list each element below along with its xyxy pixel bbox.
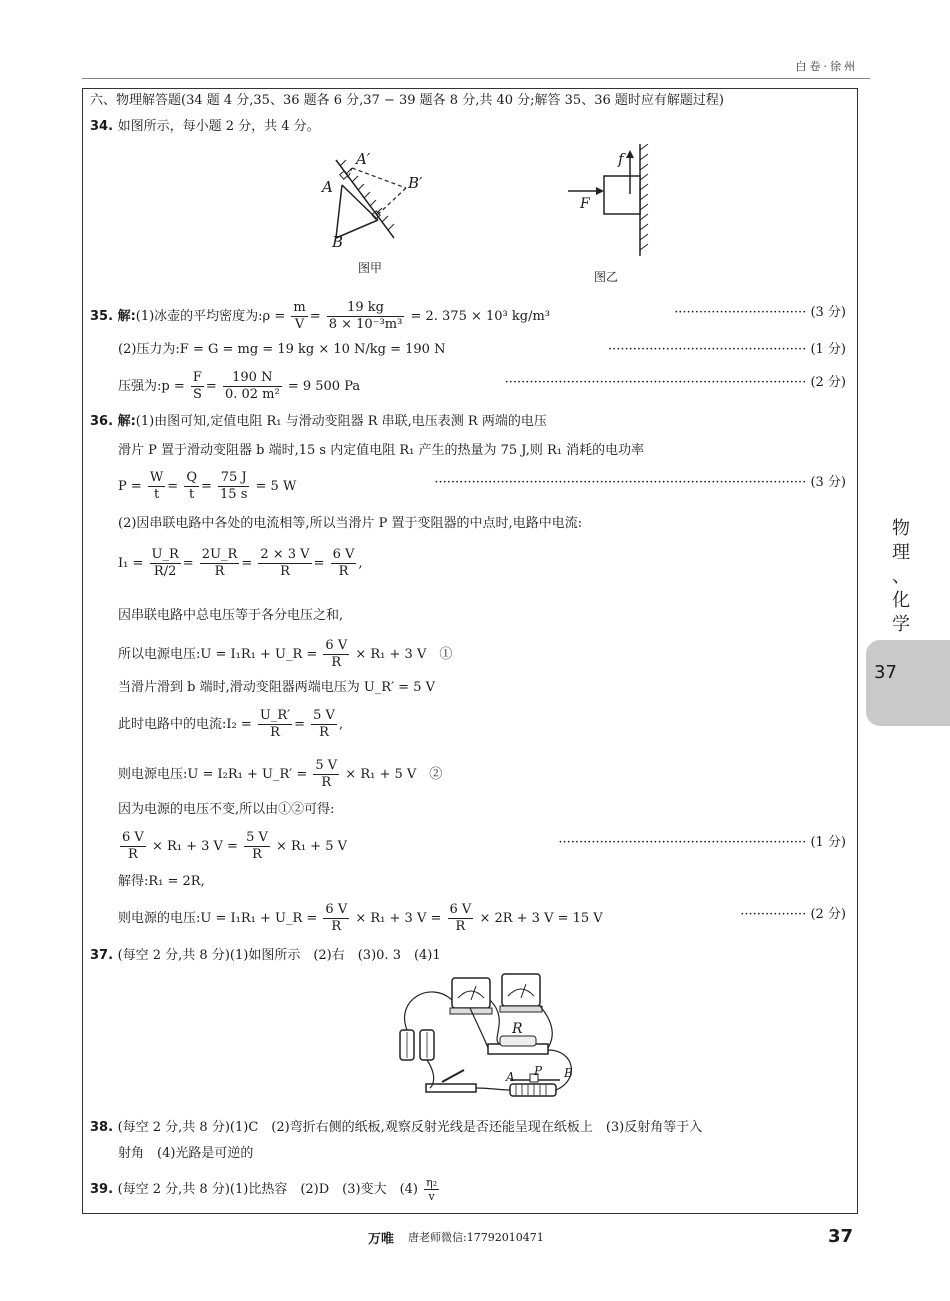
q38-line1: 38. (每空 2 分,共 8 分)(1)C (2)弯折右侧的纸板,观察反射光线是否还能呈现在纸板上 (3)反射角等于入	[90, 1120, 703, 1135]
fraction: $\frac{190 N}{\text{0. 02 m²}}$	[224, 370, 280, 402]
side-tab	[866, 517, 950, 727]
fraction: $\frac{\text{η₂}}{v}$	[426, 1176, 438, 1203]
fraction: $\frac{2U\_R}{R}$	[201, 547, 238, 579]
voltmeter-icon	[500, 974, 542, 1012]
page-header	[0, 58, 870, 80]
q35-label: 解:	[117, 309, 136, 324]
q35-l3-prefix: 压强为:p =	[118, 379, 185, 394]
page-number: 37	[828, 1226, 854, 1247]
q36-line4: (2)因串联电路中各处的电流相等,所以当滑片 P 置于变阻器的中点时,电路中电流:	[118, 516, 583, 531]
q36-line3: P = $\frac{W}{t}$ = $\frac{Q}{t}$ = $\frac{75 J}{15 s}$ = 5 W ·························································································· (3 分)	[118, 470, 846, 502]
label-b: B	[332, 233, 344, 251]
circuit-label-r: R	[512, 1021, 523, 1037]
label-f: f	[618, 150, 624, 168]
block	[604, 176, 640, 214]
fraction: $\frac{6 V}{R}$	[325, 638, 348, 670]
page-footer	[0, 1226, 950, 1252]
header-rule	[82, 78, 870, 79]
circuit-diagram	[390, 970, 590, 1110]
q36-line11: 因为电源的电压不变,所以由①②可得:	[118, 802, 335, 817]
header-label: 白卷·徐州	[795, 60, 858, 73]
side-page-tab	[866, 640, 950, 726]
q36-line2: 滑片 P 置于滑动变阻器 b 端时,15 s 内定值电阻 R₁ 产生的热量为 75 J,则 R₁ 消耗的电功率	[118, 443, 645, 458]
q36-line9: 此时电路中的电流:I₂ = $\frac{U\_R'}{R}$ = $\frac{5 V}{R}$ ,	[118, 708, 344, 740]
q34-text: 如图所示，每小题 2 分，共 4 分。	[117, 119, 320, 134]
fraction: $\frac{m}{V}$	[293, 300, 306, 332]
q37-line: 37. (每空 2 分,共 8 分)(1)如图所示 (2)右 (3)0. 3 (4)1	[90, 948, 441, 963]
battery-icon	[400, 1030, 434, 1060]
q39-line: 39. (每空 2 分,共 8 分)(1)比热容 (2)D (3)变大 (4) $\frac{\text{η₂}}{v}$	[90, 1176, 438, 1203]
q36-line13: 解得:R₁ = 2R,	[118, 874, 205, 889]
q35-l1-score: ································ (3 分)	[674, 305, 846, 320]
q35-l2-text: (2)压力为:F = G = mg = 19 kg × 10 N/kg = 190 N	[118, 342, 446, 357]
ammeter-icon	[450, 978, 492, 1014]
fraction: $\frac{F}{S}$	[192, 370, 202, 402]
q36-line1: 36. 解:(1)由图可知,定值电阻 R₁ 与滑动变阻器 R 串联,电压表测 R 两端的电压	[90, 414, 547, 429]
q36-line14: 则电源的电压:U = I₁R₁ + U_R = $\frac{6 V}{R}$ × R₁ + 3 V = $\frac{6 V}{R}$ × 2R + 3 V = 15 V ················ (2 分)	[118, 902, 846, 934]
circuit-label-p: P	[534, 1064, 543, 1078]
fraction: $\frac{6 V}{R}$	[449, 902, 472, 934]
figure-jia-caption: 图甲	[358, 261, 383, 275]
figure-yi-caption: 图乙	[594, 270, 619, 284]
side-page-number: 37	[874, 662, 897, 683]
q36-line7: 所以电源电压:U = I₁R₁ + U_R = $\frac{6 V}{R}$ × R₁ + 3 V ①	[118, 638, 453, 670]
fraction: $\frac{6 V}{R}$	[325, 902, 348, 934]
q35-l3-score: ········································································· (2 分)	[504, 375, 846, 390]
fraction: $\frac{W}{t}$	[149, 470, 164, 502]
q35-l1-prefix: (1)冰壶的平均密度为:ρ =	[135, 309, 286, 324]
label-a-prime: A′	[356, 150, 371, 168]
object-ab	[336, 185, 342, 238]
q35-l3-result: = 9 500 Pa	[287, 379, 361, 394]
q39-text: (每空 2 分,共 8 分)(1)比热容 (2)D (3)变大 (4)	[117, 1182, 418, 1197]
q36-line5: I₁ = $\frac{U\_R}{R/2}$ = $\frac{2U\_R}{R}$ = $\frac{2 \times 3 V}{R}$ = $\frac{6 V}{R}$ ,	[118, 547, 363, 579]
q35-l2-score: ················································ (1 分)	[607, 342, 846, 357]
q36-line8: 当滑片滑到 b 端时,滑动变阻器两端电压为 U_R′ = 5 V	[118, 680, 435, 695]
footer-contact: 唐老师微信:17792010471	[408, 1231, 544, 1244]
section-title: 六、物理解答题(34 题 4 分,35、36 题各 6 分,37 − 39 题各 8 分,共 40 分;解答 35、36 题时应有解题过程)	[90, 93, 724, 108]
label-a: A	[322, 178, 333, 196]
fraction: $\frac{5 V}{R}$	[246, 830, 268, 862]
fraction: $\frac{U\_R'}{R}$	[259, 708, 291, 740]
q36-line10: 则电源电压:U = I₂R₁ + U_R′ = $\frac{5 V}{R}$ × R₁ + 5 V ②	[118, 758, 443, 790]
fraction: $\frac{5 V}{R}$	[313, 708, 335, 740]
q35-line3: 压强为:p = $\frac{F}{S}$ = $\frac{190 N}{\text{0. 02 m²}}$ = 9 500 Pa ········································································· (2 分)	[118, 370, 846, 402]
q35-l1-result: = 2. 375 × 10³ kg/m³	[410, 309, 551, 324]
q36-l1: (1)由图可知,定值电阻 R₁ 与滑动变阻器 R 串联,电压表测 R 两端的电压	[135, 414, 547, 429]
label-b-prime: B′	[408, 174, 423, 192]
q36-l14-score: ················ (2 分)	[740, 907, 846, 922]
fraction: $\frac{19 kg}{\text{8 × 10⁻³m³}}$	[328, 300, 403, 332]
fraction: $\frac{5 V}{R}$	[315, 758, 338, 790]
fraction: $\frac{75 J}{15 s}$	[220, 470, 248, 502]
q36-label: 解:	[117, 414, 136, 429]
q35-line1: 35. 解:(1)冰壶的平均密度为:ρ = $\frac{m}{V}$ = $\frac{19 kg}{\text{8 × 10⁻³m³}}$ = 2. 375 × 10³ kg/m³ ································ (3 分)	[90, 300, 846, 332]
fraction: $\frac{U\_R}{R/2}$	[151, 547, 179, 579]
q35-line2	[118, 340, 854, 360]
q35-number: 35	[90, 309, 109, 324]
q37-number: 37	[90, 948, 109, 963]
circuit-label-a: A	[506, 1070, 515, 1084]
q36-l12-score: ···························································· (1 分)	[558, 835, 846, 850]
q36-line6: 因串联电路中总电压等于各分电压之和,	[118, 608, 344, 623]
figure-yi-force-diagram	[560, 144, 660, 260]
fraction: $\frac{2 \times 3 V}{R}$	[260, 547, 310, 579]
side-subject: 物 理 、 化 学	[892, 518, 912, 635]
fraction: $\frac{6 V}{R}$	[122, 830, 144, 862]
fraction: $\frac{6 V}{R}$	[332, 547, 355, 579]
q38-line2: 射角 (4)光路是可逆的	[118, 1146, 254, 1161]
circuit-label-b: B	[564, 1066, 573, 1080]
q38-l1: (每空 2 分,共 8 分)(1)C (2)弯折右侧的纸板,观察反射光线是否还能呈现在纸板上 (3)反射角等于入	[117, 1120, 703, 1135]
q38-number: 38	[90, 1120, 109, 1135]
image-line	[352, 168, 406, 188]
q37-text: (每空 2 分,共 8 分)(1)如图所示 (2)右 (3)0. 3 (4)1	[117, 948, 441, 963]
q36-line12: $\frac{6 V}{R}$ × R₁ + 3 V = $\frac{5 V}{R}$ × R₁ + 5 V ···························································· (1 分)	[122, 830, 846, 862]
q39-number: 39	[90, 1182, 109, 1197]
label-force-f: F	[580, 196, 590, 212]
fraction: $\frac{Q}{t}$	[186, 470, 197, 502]
q36-number: 36	[90, 414, 109, 429]
q34-line: 34. 如图所示，每小题 2 分，共 4 分。	[90, 119, 320, 134]
q34-number: 34	[90, 119, 109, 134]
q36-l3-score: ·························································································· (3 分)	[434, 475, 846, 490]
brand-logo: 万唯	[368, 1232, 395, 1247]
